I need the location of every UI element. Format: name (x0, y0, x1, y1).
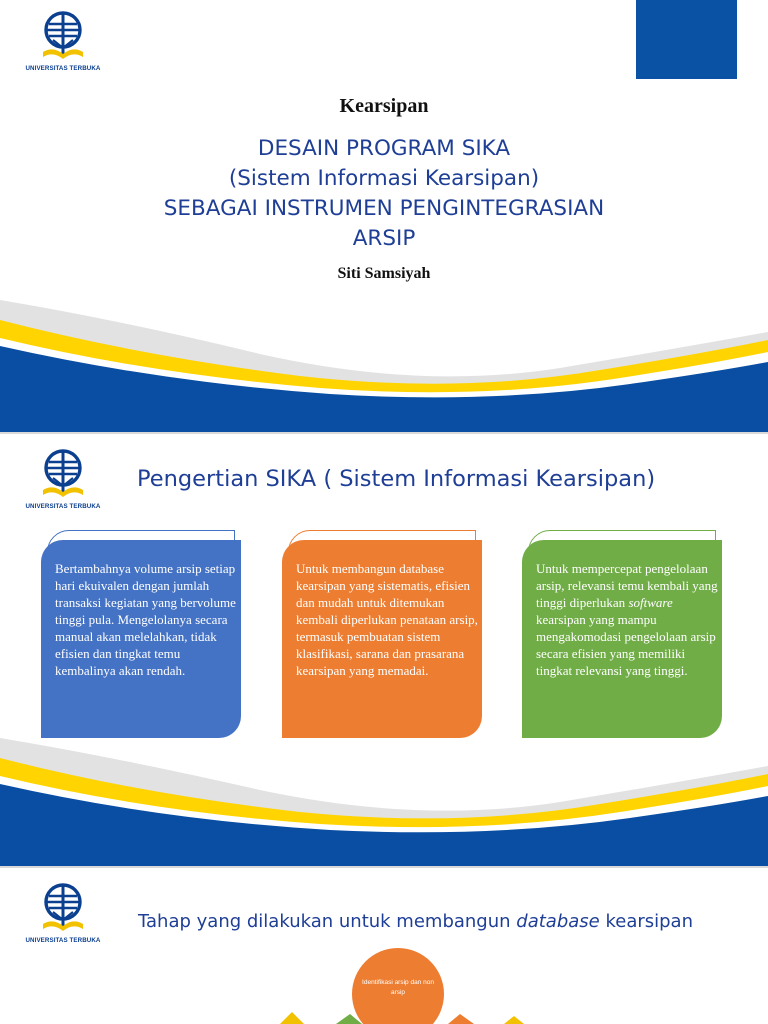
globe-book-logo-icon (39, 882, 87, 934)
arrow-icon (504, 1016, 524, 1024)
arrow-icon (280, 1012, 304, 1024)
presentation-title (84, 134, 684, 254)
university-logo (22, 448, 104, 518)
title-italic: database (516, 911, 600, 932)
card-text (536, 560, 718, 679)
globe-book-logo-icon (39, 448, 87, 500)
definition-slide (0, 434, 768, 866)
logo-text: UNIVERSITAS TERBUKA (25, 65, 101, 72)
title-slide (0, 0, 768, 432)
title-part: Tahap yang dilakukan untuk membangun (138, 911, 517, 932)
title-part: kearsipan (599, 911, 693, 932)
corner-accent-block (636, 0, 737, 79)
info-card-volume (41, 540, 241, 738)
globe-book-logo-icon (39, 10, 87, 62)
info-card-database (282, 540, 482, 738)
university-logo (22, 10, 104, 80)
card-text-part: kearsipan yang mampu mengakomodasi pengelolaan arsip secara efisien yang memiliki tingkat relevansi yang tinggi. (536, 612, 716, 678)
bottom-wave-decoration (0, 726, 768, 866)
slide-title (138, 911, 693, 932)
title-line-3: SEBAGAI INSTRUMEN PENGINTEGRASIAN (163, 196, 605, 221)
slide-title: Pengertian SIKA ( Sistem Informasi Kearsipan) (137, 466, 656, 492)
info-card-software (522, 540, 722, 738)
author-name: Siti Samsiyah (337, 265, 431, 282)
title-line-4: ARSIP (352, 226, 416, 251)
logo-text: UNIVERSITAS TERBUKA (25, 937, 101, 944)
title-line-1: DESAIN PROGRAM SIKA (257, 136, 511, 161)
subject-heading: Kearsipan (339, 95, 429, 117)
logo-text: UNIVERSITAS TERBUKA (25, 503, 101, 510)
title-line-2: (Sistem Informasi Kearsipan) (228, 166, 540, 191)
card-text: Bertambahnya volume arsip setiap hari ekuivalen dengan jumlah transaksi kegiatan yang bervolume tinggi pula. Mengelolanya secara manual akan melelahkan, tidak efisien dan tingkat temu kembalinya akan rendah. (55, 561, 236, 678)
university-logo (22, 882, 104, 952)
bottom-wave-decoration (0, 290, 768, 432)
step-label: Identifikasi arsip dan non arsip (362, 979, 434, 996)
card-text-italic: software (628, 595, 673, 610)
card-text-part: Untuk mempercepat pengelolaan arsip, relevansi temu kembali yang tinggi diperlukan (536, 561, 718, 610)
card-text: Untuk membangun database kearsipan yang sistematis, efisien dan mudah untuk ditemukan kembali diperlukan penataan arsip, termasuk pembuatan sistem klasifikasi, sarana dan prasarana kearsipan yang memadai. (296, 561, 478, 678)
arrow-icon (448, 1014, 474, 1024)
stages-slide (0, 868, 768, 1024)
